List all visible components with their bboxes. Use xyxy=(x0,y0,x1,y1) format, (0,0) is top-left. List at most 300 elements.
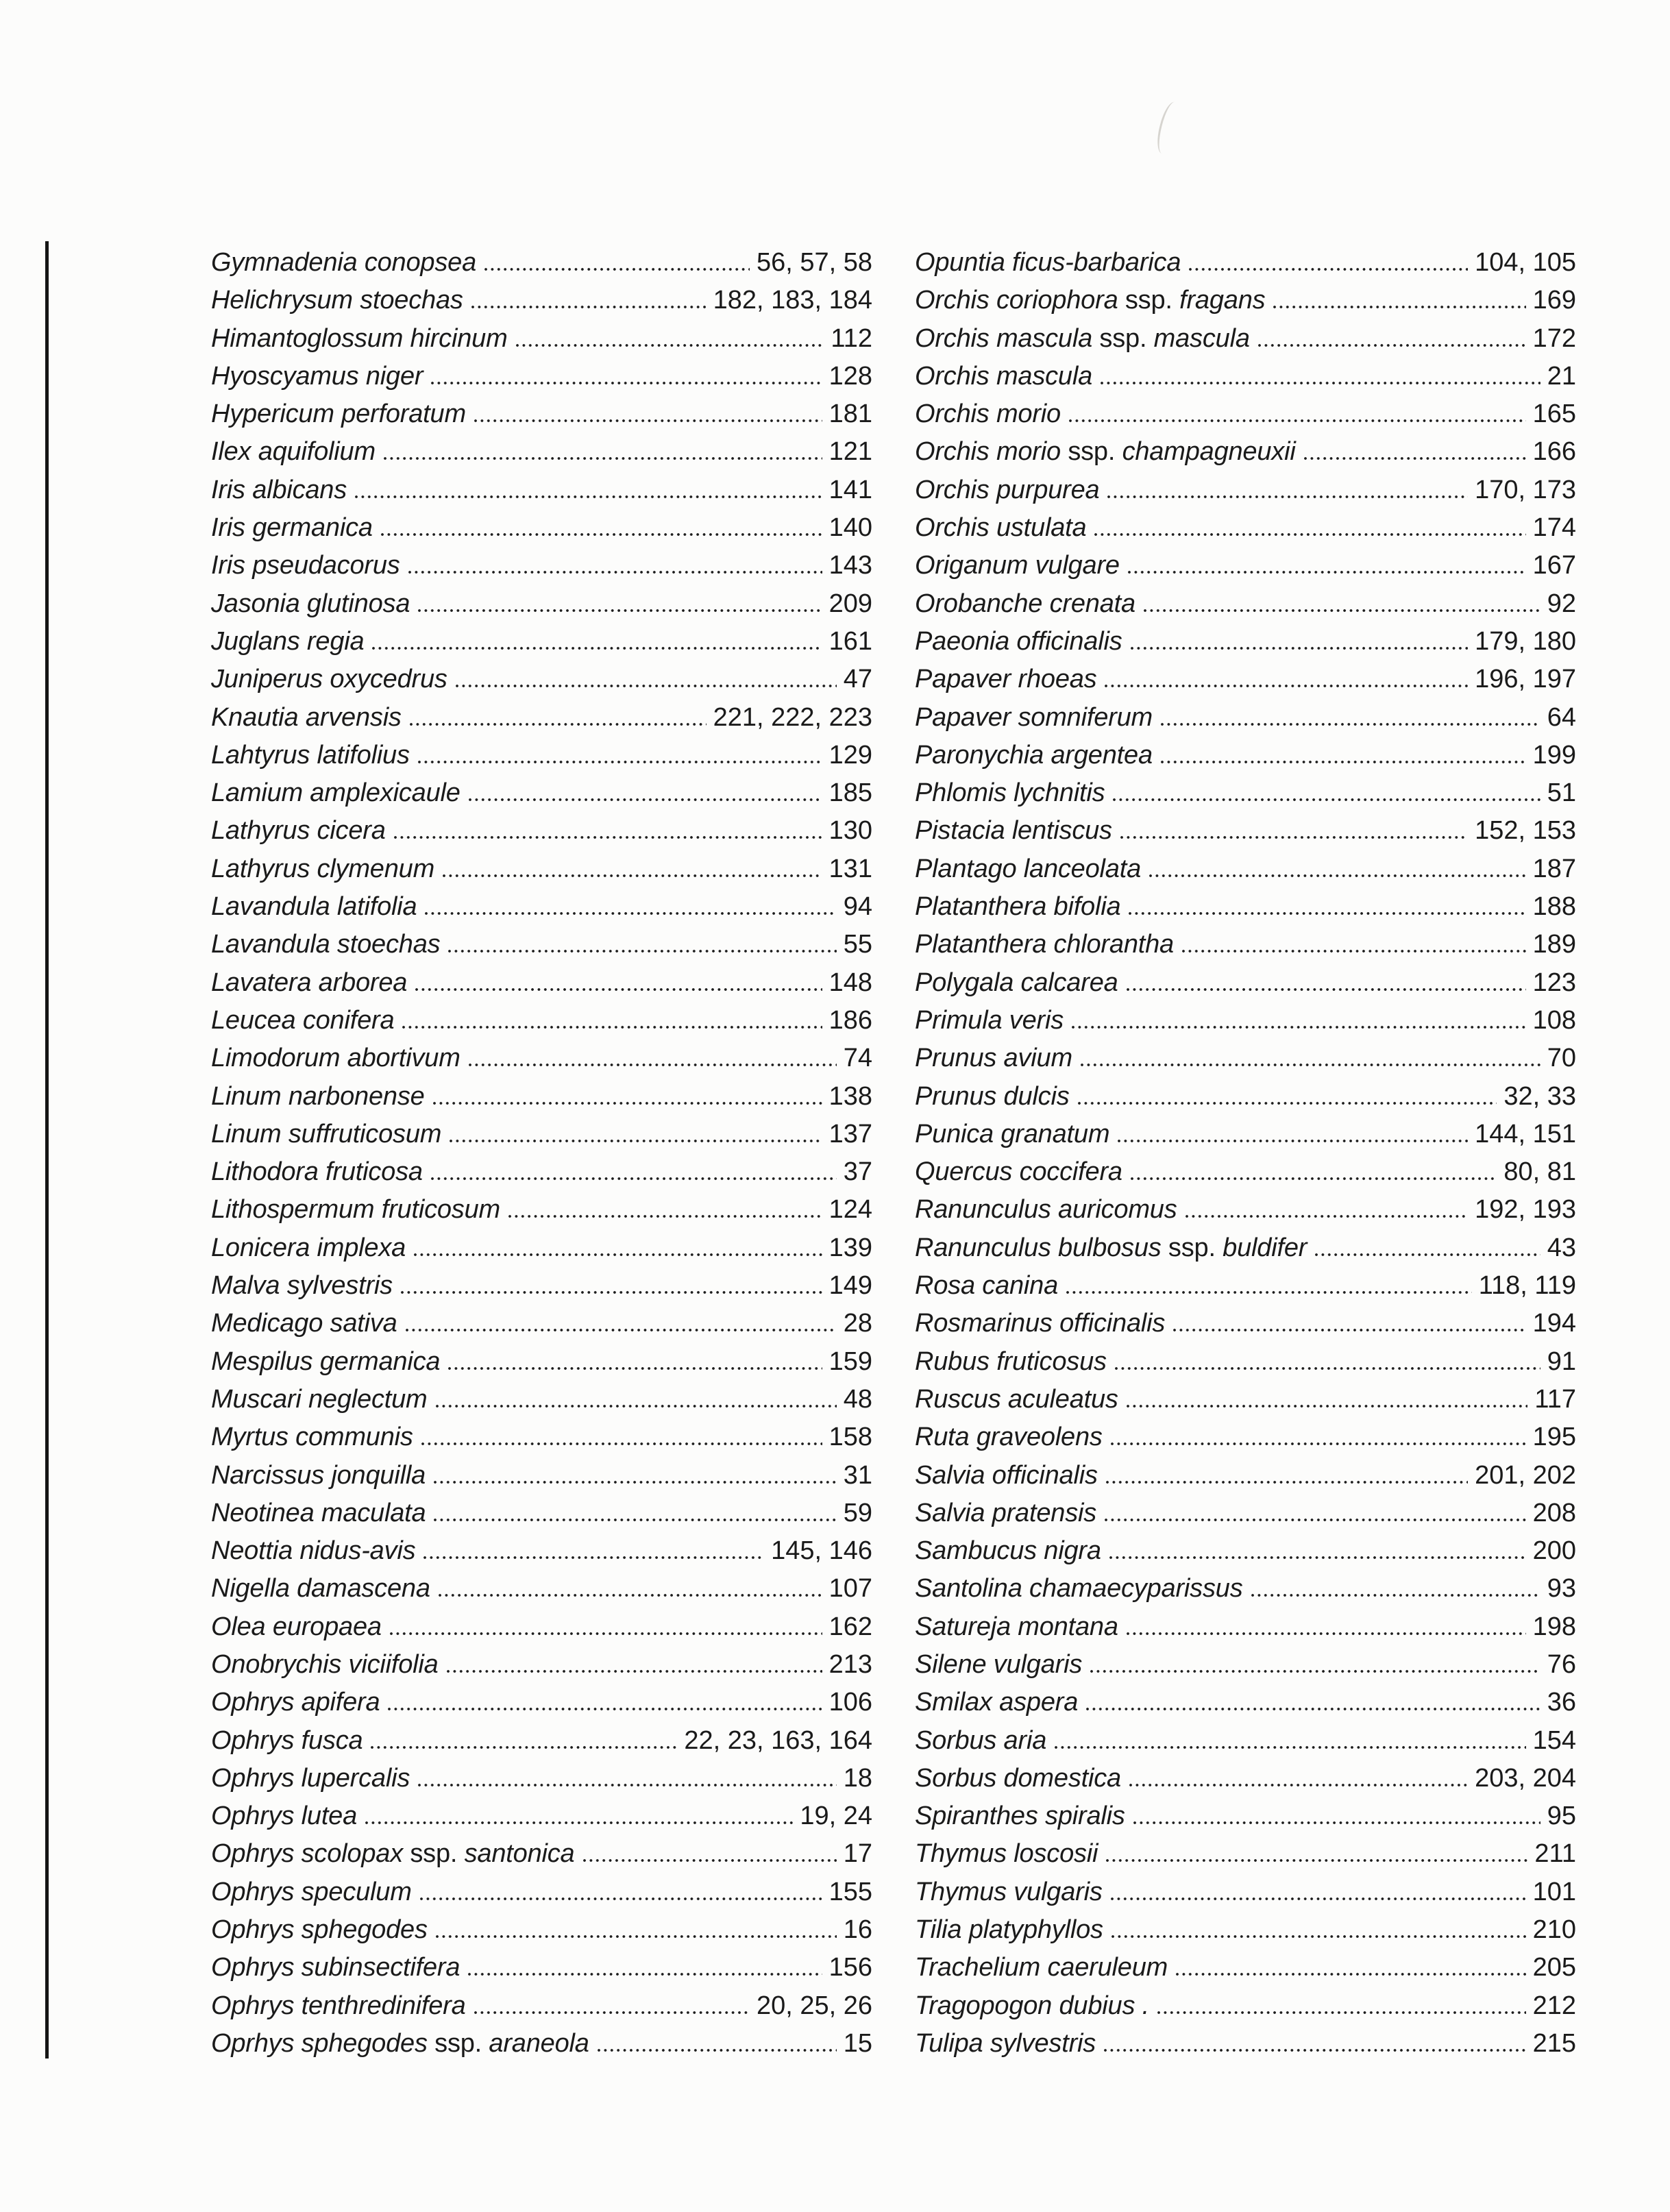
index-entry xyxy=(211,1078,872,1116)
species-name: Plantago lanceolata xyxy=(915,854,1142,883)
species-name: Punica granatum xyxy=(915,1119,1110,1148)
page-numbers: 194 xyxy=(1532,1309,1576,1338)
species-name: Neotinea maculata xyxy=(211,1498,426,1527)
page-numbers: 179, 180 xyxy=(1475,626,1576,656)
species-name: Ruta graveolens xyxy=(915,1423,1103,1452)
dot-leader xyxy=(1127,1632,1526,1635)
species-name: Ophrys sphegodes xyxy=(211,1915,428,1945)
dot-leader xyxy=(1182,950,1526,953)
page-numbers: 165 xyxy=(1532,400,1576,429)
species-name: Ophrys speculum xyxy=(211,1877,412,1906)
page-numbers: 130 xyxy=(828,816,872,846)
page-numbers: 64 xyxy=(1547,702,1576,732)
page-numbers: 189 xyxy=(1532,930,1576,959)
page-numbers: 140 xyxy=(828,513,872,543)
dot-leader xyxy=(1120,836,1468,839)
dot-leader xyxy=(450,1140,822,1142)
page-numbers: 19, 24 xyxy=(800,1802,872,1831)
page-numbers: 93 xyxy=(1547,1574,1576,1603)
dot-leader xyxy=(431,382,822,384)
index-entry xyxy=(915,547,1576,585)
page-numbers: 172 xyxy=(1532,323,1576,353)
species-name: Ophrys fusca xyxy=(211,1725,363,1755)
dot-leader xyxy=(443,874,822,877)
index-entry xyxy=(211,1116,872,1153)
dot-leader xyxy=(456,685,837,687)
dot-leader xyxy=(1104,2049,1526,2052)
index-entry xyxy=(915,774,1576,812)
page-numbers: 155 xyxy=(828,1877,872,1906)
index-entry xyxy=(211,1457,872,1495)
species-name: Ophrys lupercalis xyxy=(211,1763,410,1793)
index-entry xyxy=(211,282,872,319)
scan-artifact xyxy=(1153,100,1186,157)
species-name: Gymnadenia conopsea xyxy=(211,248,477,277)
dot-leader xyxy=(1304,457,1526,460)
species-name: Ranunculus auricomus xyxy=(915,1195,1177,1225)
page-numbers: 28 xyxy=(843,1309,872,1338)
index-entry xyxy=(211,1760,872,1797)
index-entry xyxy=(211,1532,872,1570)
page-numbers: 91 xyxy=(1547,1347,1576,1376)
page-numbers: 15 xyxy=(843,2028,872,2058)
page-numbers: 18 xyxy=(843,1763,872,1793)
index-entry xyxy=(915,1229,1576,1267)
species-name: Paronychia argentea xyxy=(915,740,1153,770)
index-entry xyxy=(211,1153,872,1191)
species-name: Ruscus aculeatus xyxy=(915,1384,1118,1414)
page-numbers: 209 xyxy=(828,589,872,618)
index-entry xyxy=(915,1040,1576,1077)
dot-leader xyxy=(381,533,822,536)
page-numbers: 106 xyxy=(828,1688,872,1717)
dot-leader xyxy=(1115,1367,1540,1370)
index-entry xyxy=(915,1457,1576,1495)
species-name: Papaver rhoeas xyxy=(915,665,1097,694)
dot-leader xyxy=(1127,1405,1528,1408)
index-entry xyxy=(211,661,872,698)
species-name: Lavatera arborea xyxy=(211,968,408,997)
species-name: Thymus vulgaris xyxy=(915,1877,1103,1906)
species-name: Orchis morio xyxy=(915,400,1061,429)
dot-leader xyxy=(434,1519,836,1521)
index-entry xyxy=(211,699,872,737)
page-numbers: 215 xyxy=(1532,2028,1576,2058)
species-name: Thymus loscosii xyxy=(915,1839,1098,1869)
page-numbers: 123 xyxy=(1532,968,1576,997)
dot-leader xyxy=(1273,306,1525,308)
page-numbers: 198 xyxy=(1532,1612,1576,1641)
index-entry xyxy=(915,1532,1576,1570)
index-entry xyxy=(211,1987,872,2025)
dot-leader xyxy=(1069,419,1526,422)
species-name: Tulipa sylvestris xyxy=(915,2028,1096,2058)
dot-leader xyxy=(1094,533,1525,536)
page-numbers: 170, 173 xyxy=(1475,475,1576,504)
index-entry xyxy=(915,1684,1576,1721)
species-name: Phlomis lychnitis xyxy=(915,778,1105,808)
dot-leader xyxy=(1055,1746,1525,1749)
index-entry xyxy=(211,1343,872,1381)
species-name: Primula veris xyxy=(915,1005,1064,1035)
dot-leader xyxy=(1176,1973,1525,1976)
species-name: Orobanche crenata xyxy=(915,589,1135,618)
species-name: Tragopogon dubius . xyxy=(915,1991,1149,2020)
species-name: Ilex aquifolium xyxy=(211,437,376,467)
dot-leader xyxy=(355,495,822,498)
index-entry xyxy=(915,1495,1576,1532)
index-entry xyxy=(211,1797,872,1835)
species-name: Tilia platyphyllos xyxy=(915,1915,1103,1945)
index-entry xyxy=(211,1229,872,1267)
index-entry xyxy=(211,1570,872,1608)
species-name: Juglans regia xyxy=(211,626,365,656)
species-name: Orchis coriophora ssp. fragans xyxy=(915,286,1266,315)
dot-leader xyxy=(390,1632,822,1635)
index-entry xyxy=(211,812,872,850)
index-entry xyxy=(915,1987,1576,2025)
dot-leader xyxy=(431,1177,837,1180)
dot-leader xyxy=(1161,761,1526,763)
species-name: Iris albicans xyxy=(211,475,347,504)
index-entry xyxy=(211,1040,872,1077)
index-entry xyxy=(915,358,1576,395)
species-name: Jasonia glutinosa xyxy=(211,589,410,618)
page-numbers: 162 xyxy=(828,1612,872,1641)
page-numbers: 20, 25, 26 xyxy=(756,1991,872,2020)
page-numbers: 55 xyxy=(843,930,872,959)
index-entry xyxy=(211,395,872,433)
index-entry xyxy=(211,1646,872,1684)
index-entry xyxy=(211,1608,872,1646)
species-name: Satureja montana xyxy=(915,1612,1118,1641)
page-numbers: 210 xyxy=(1532,1915,1576,1945)
index-entry xyxy=(211,1381,872,1418)
dot-leader xyxy=(448,1367,822,1370)
page-numbers: 159 xyxy=(828,1347,872,1376)
dot-leader xyxy=(1109,1556,1526,1559)
index-entry xyxy=(915,1267,1576,1305)
page-numbers: 74 xyxy=(843,1044,872,1073)
species-name: Lithospermum fruticosum xyxy=(211,1195,500,1225)
species-name: Sambucus nigra xyxy=(915,1536,1101,1566)
index-entry xyxy=(211,850,872,888)
page-numbers: 169 xyxy=(1532,286,1576,315)
page-numbers: 149 xyxy=(828,1271,872,1301)
index-entry xyxy=(915,1608,1576,1646)
species-name: Orchis mascula xyxy=(915,361,1093,391)
page-numbers: 70 xyxy=(1547,1044,1576,1073)
dot-leader xyxy=(1161,723,1540,726)
dot-leader xyxy=(1105,1519,1526,1521)
species-name: Papaver somniferum xyxy=(915,702,1153,732)
page-numbers: 51 xyxy=(1547,778,1576,808)
index-entry xyxy=(915,1381,1576,1418)
index-entry xyxy=(211,547,872,585)
page-numbers: 17 xyxy=(843,1839,872,1869)
page-numbers: 188 xyxy=(1532,892,1576,922)
index-entry xyxy=(211,320,872,358)
index-entry xyxy=(915,282,1576,319)
index-entry xyxy=(915,395,1576,433)
page-numbers: 182, 183, 184 xyxy=(713,286,872,315)
species-name: Lahtyrus latifolius xyxy=(211,740,410,770)
species-name: Onobrychis viciifolia xyxy=(211,1649,439,1679)
species-name: Santolina chamaecyparissus xyxy=(915,1574,1243,1603)
page-numbers: 128 xyxy=(828,361,872,391)
dot-leader xyxy=(1189,268,1468,271)
page-numbers: 95 xyxy=(1547,1802,1576,1831)
dot-leader xyxy=(1186,1215,1469,1218)
dot-leader xyxy=(372,647,822,650)
species-name: Prunus dulcis xyxy=(915,1081,1070,1111)
index-entry xyxy=(211,1911,872,1949)
dot-leader xyxy=(1105,685,1468,687)
species-name: Narcissus jonquilla xyxy=(211,1460,426,1490)
index-entry xyxy=(915,964,1576,1002)
dot-leader xyxy=(1112,1935,1526,1938)
index-entry xyxy=(915,926,1576,963)
index-entry xyxy=(915,699,1576,737)
dot-leader xyxy=(388,1708,822,1710)
index-entry xyxy=(211,1267,872,1305)
index-entry xyxy=(915,433,1576,471)
species-name: Platanthera bifolia xyxy=(915,892,1121,922)
dot-leader xyxy=(415,988,822,991)
page-numbers: 32, 33 xyxy=(1503,1081,1576,1111)
species-name: Paeonia officinalis xyxy=(915,626,1122,656)
species-name: Lithodora fruticosa xyxy=(211,1157,423,1187)
index-entry xyxy=(211,737,872,774)
index-entry xyxy=(211,888,872,926)
index-entry xyxy=(915,1153,1576,1191)
dot-leader xyxy=(434,1481,837,1484)
page-numbers: 174 xyxy=(1532,513,1576,543)
page-numbers: 139 xyxy=(828,1233,872,1262)
page-numbers: 121 xyxy=(828,437,872,467)
species-name: Hypericum perforatum xyxy=(211,400,466,429)
page-numbers: 101 xyxy=(1532,1877,1576,1906)
species-name: Opuntia ficus-barbarica xyxy=(915,248,1181,277)
species-name: Orchis ustulata xyxy=(915,513,1087,543)
index-entry xyxy=(915,1305,1576,1342)
page-numbers: 107 xyxy=(828,1574,872,1603)
index-entry xyxy=(211,774,872,812)
index-entry xyxy=(915,1949,1576,1987)
page-numbers: 152, 153 xyxy=(1475,816,1576,846)
page-numbers: 167 xyxy=(1532,551,1576,580)
species-name: Ranunculus bulbosus ssp. buldifer xyxy=(915,1233,1307,1262)
dot-leader xyxy=(1081,1064,1540,1066)
page-numbers: 187 xyxy=(1532,854,1576,883)
index-entry xyxy=(915,1078,1576,1116)
index-entry xyxy=(915,623,1576,661)
dot-leader xyxy=(1157,2011,1526,2014)
index-entry xyxy=(211,1684,872,1721)
page-numbers: 43 xyxy=(1547,1233,1576,1262)
dot-leader xyxy=(1128,571,1526,574)
dot-leader xyxy=(1315,1253,1540,1256)
dot-leader xyxy=(1090,1670,1540,1673)
dot-leader xyxy=(1131,647,1469,650)
species-name: Trachelium caeruleum xyxy=(915,1953,1168,1982)
species-name: Rosmarinus officinalis xyxy=(915,1309,1166,1338)
species-name: Lathyrus cicera xyxy=(211,816,386,846)
index-entry xyxy=(915,661,1576,698)
species-name: Ophrys scolopax ssp. santonica xyxy=(211,1839,575,1869)
dot-leader xyxy=(1106,1481,1468,1484)
dot-leader xyxy=(414,1253,822,1256)
dot-leader xyxy=(1111,1442,1526,1445)
page-numbers: 16 xyxy=(843,1915,872,1945)
index-entry xyxy=(915,320,1576,358)
index-entry xyxy=(211,1305,872,1342)
dot-leader xyxy=(433,1102,822,1105)
page-numbers: 212 xyxy=(1532,1991,1576,2020)
page-numbers: 221, 222, 223 xyxy=(713,702,872,732)
dot-leader xyxy=(1149,874,1526,877)
page-numbers: 208 xyxy=(1532,1498,1576,1527)
species-name: Smilax aspera xyxy=(915,1688,1079,1717)
page-numbers: 59 xyxy=(843,1498,872,1527)
species-name: Lavandula latifolia xyxy=(211,892,417,922)
page-numbers: 48 xyxy=(843,1384,872,1414)
species-name: Olea europaea xyxy=(211,1612,382,1641)
index-entry xyxy=(915,585,1576,623)
dot-leader xyxy=(1129,912,1525,915)
species-name: Malva sylvestris xyxy=(211,1271,393,1301)
dot-leader xyxy=(468,1973,822,1976)
page-numbers: 56, 57, 58 xyxy=(756,248,872,277)
index-entry xyxy=(915,1646,1576,1684)
dot-leader xyxy=(598,2049,837,2052)
dot-leader xyxy=(1072,1026,1526,1029)
index-entry xyxy=(915,509,1576,547)
index-entry xyxy=(915,1760,1576,1797)
species-name: Lonicera implexa xyxy=(211,1233,406,1262)
index-entry xyxy=(915,1873,1576,1911)
page-numbers: 129 xyxy=(828,740,872,770)
page-numbers: 143 xyxy=(828,551,872,580)
species-name: Prunus avium xyxy=(915,1044,1072,1073)
species-name: Salvia pratensis xyxy=(915,1498,1097,1527)
species-name: Ophrys tenthredinifera xyxy=(211,1991,466,2020)
dot-leader xyxy=(425,912,836,915)
index-entry xyxy=(211,1835,872,1873)
index-entry xyxy=(915,244,1576,282)
page-numbers: 186 xyxy=(828,1005,872,1035)
page-numbers: 21 xyxy=(1547,361,1576,391)
dot-leader xyxy=(418,761,822,763)
species-name: Sorbus aria xyxy=(915,1725,1047,1755)
page-numbers: 201, 202 xyxy=(1475,1460,1576,1490)
page-numbers: 203, 204 xyxy=(1475,1763,1576,1793)
index-entry xyxy=(211,1002,872,1040)
dot-leader xyxy=(1258,344,1526,347)
species-name: Quercus coccifera xyxy=(915,1157,1122,1187)
page-numbers: 185 xyxy=(828,778,872,808)
index-entry xyxy=(915,812,1576,850)
page-numbers: 156 xyxy=(828,1953,872,1982)
index-entry xyxy=(915,1002,1576,1040)
dot-leader xyxy=(371,1746,677,1749)
dot-leader xyxy=(406,1329,837,1331)
dot-leader xyxy=(401,1291,822,1294)
dot-leader xyxy=(516,344,824,347)
page-numbers: 117 xyxy=(1534,1384,1576,1414)
species-name: Muscari neglectum xyxy=(211,1384,428,1414)
dot-leader xyxy=(508,1215,822,1218)
dot-leader xyxy=(365,1821,793,1824)
dot-leader xyxy=(1173,1329,1525,1331)
index-entry xyxy=(915,1191,1576,1229)
page-numbers: 158 xyxy=(828,1423,872,1452)
species-name: Ophrys apifera xyxy=(211,1688,380,1717)
dot-leader xyxy=(408,571,822,574)
index-entry xyxy=(915,737,1576,774)
page-numbers: 94 xyxy=(843,892,872,922)
dot-leader xyxy=(1131,1177,1497,1180)
species-name: Salvia officinalis xyxy=(915,1460,1098,1490)
dot-leader xyxy=(436,1935,837,1938)
page-numbers: 181 xyxy=(828,400,872,429)
dot-leader xyxy=(1129,1784,1468,1786)
species-name: Lavandula stoechas xyxy=(211,930,441,959)
page-numbers: 92 xyxy=(1547,589,1576,618)
page-numbers: 205 xyxy=(1532,1953,1576,1982)
species-name: Leucea conifera xyxy=(211,1005,395,1035)
dot-leader xyxy=(418,609,822,612)
dot-leader xyxy=(1078,1102,1497,1105)
index-entry xyxy=(211,1495,872,1532)
dot-leader xyxy=(402,1026,822,1029)
species-name: Lamium amplexicaule xyxy=(211,778,461,808)
index-entry xyxy=(211,964,872,1002)
species-name: Pistacia lentiscus xyxy=(915,816,1112,846)
page-numbers: 137 xyxy=(828,1119,872,1148)
index-entry xyxy=(915,1835,1576,1873)
species-name: Neottia nidus-avis xyxy=(211,1536,416,1566)
page-numbers: 47 xyxy=(843,665,872,694)
dot-leader xyxy=(1127,988,1526,991)
page-numbers: 22, 23, 163, 164 xyxy=(684,1725,872,1755)
dot-leader xyxy=(423,1556,764,1559)
index-column-left xyxy=(211,244,872,2063)
page-numbers: 166 xyxy=(1532,437,1576,467)
page-numbers: 145, 146 xyxy=(771,1536,872,1566)
dot-leader xyxy=(1107,495,1468,498)
dot-leader xyxy=(421,1442,822,1445)
index-entry xyxy=(915,1797,1576,1835)
dot-leader xyxy=(471,306,707,308)
page-numbers: 76 xyxy=(1547,1649,1576,1679)
dot-leader xyxy=(484,268,750,271)
species-name: Polygala calcarea xyxy=(915,968,1118,997)
dot-leader xyxy=(1133,1821,1540,1824)
species-name: Lathyrus clymenum xyxy=(211,854,435,883)
page-numbers: 192, 193 xyxy=(1475,1195,1576,1225)
dot-leader xyxy=(447,1670,822,1673)
species-name: Mespilus germanica xyxy=(211,1347,441,1376)
dot-leader xyxy=(1111,1897,1526,1900)
species-name: Sorbus domestica xyxy=(915,1763,1121,1793)
species-name: Limodorum abortivum xyxy=(211,1044,461,1073)
index-entry xyxy=(915,1570,1576,1608)
page-numbers: 199 xyxy=(1532,740,1576,770)
species-name: Linum narbonense xyxy=(211,1081,425,1111)
dot-leader xyxy=(474,419,822,422)
species-name: Himantoglossum hircinum xyxy=(211,323,508,353)
